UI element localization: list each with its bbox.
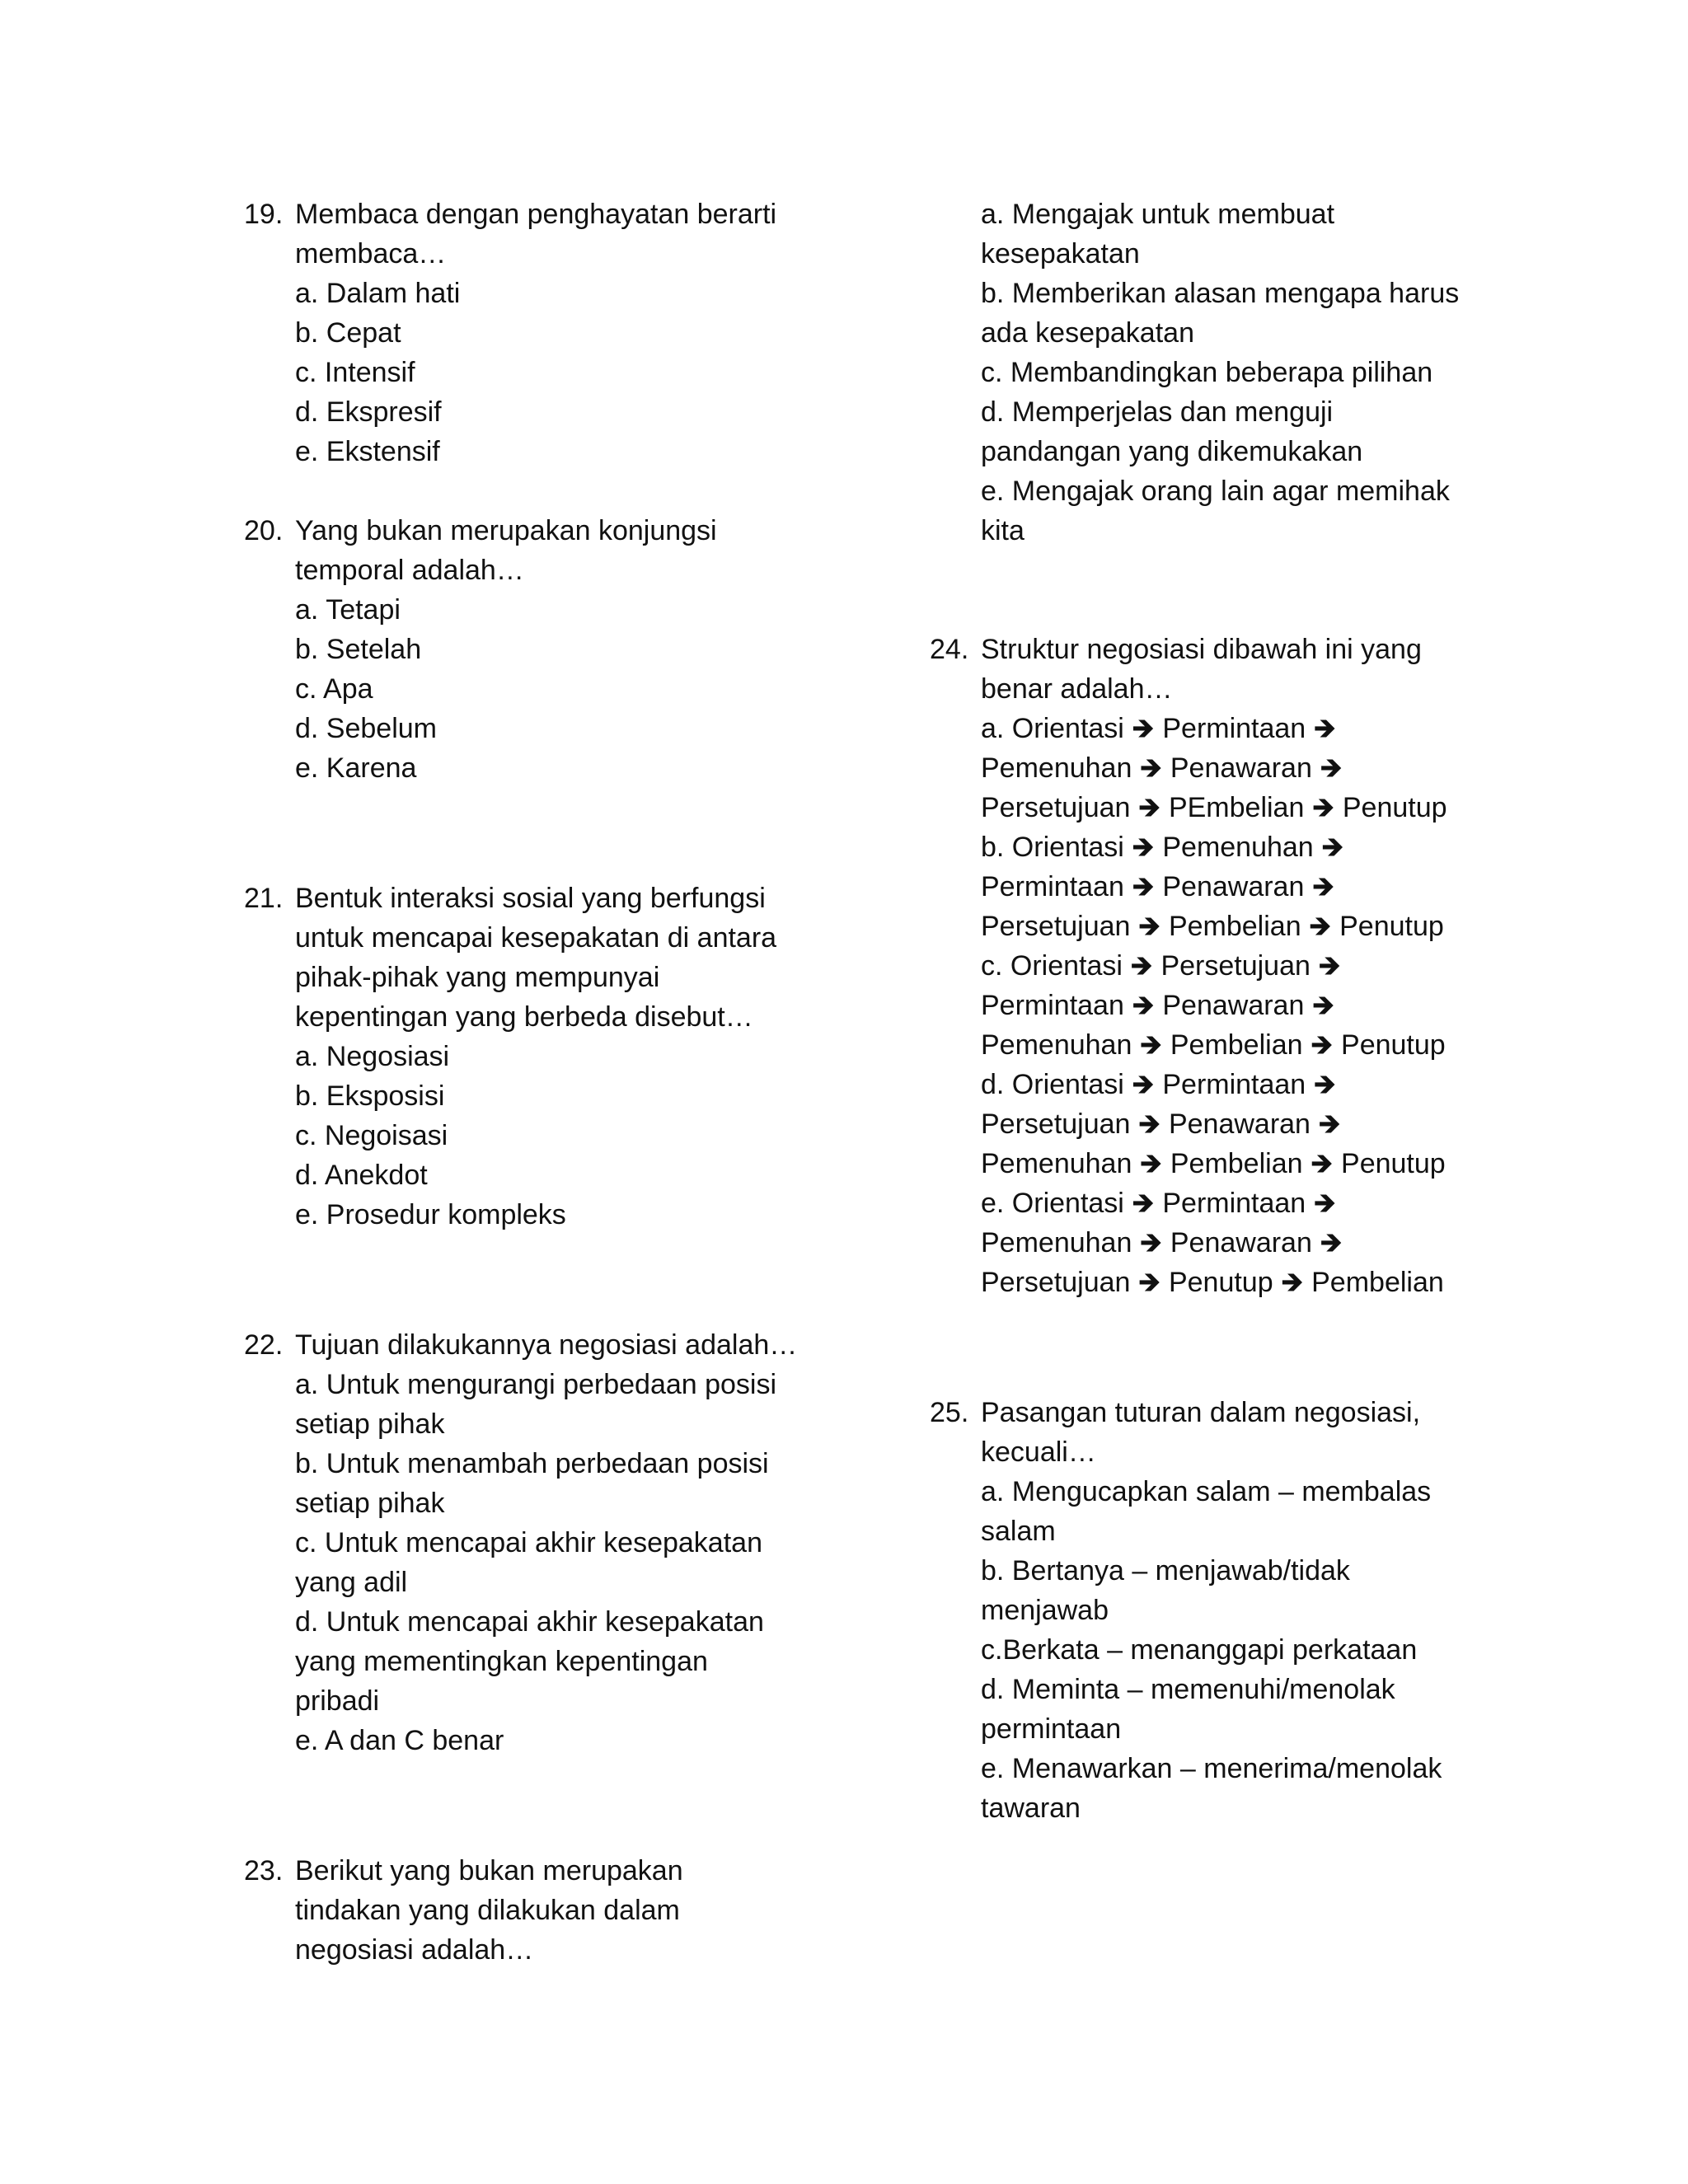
question-text-line: Pasangan tuturan dalam negosiasi, bbox=[981, 1397, 1421, 1428]
answer-option-d-cont: yang mementingkan kepentingan bbox=[295, 1646, 708, 1677]
answer-option-c-cont: Pemenuhan 🡺 Pembelian 🡺 Penutup bbox=[981, 1029, 1446, 1061]
answer-option-c: c. Intensif bbox=[295, 357, 415, 388]
answer-option-a: a. Mengucapkan salam – membalas bbox=[981, 1476, 1432, 1507]
answer-option-a: a. Orientasi 🡺 Permintaan 🡺 bbox=[981, 713, 1337, 744]
answer-option-d-cont: pribadi bbox=[295, 1685, 380, 1717]
answer-option-e: e. Prosedur kompleks bbox=[295, 1199, 566, 1230]
answer-option-d: d. Ekspresif bbox=[295, 396, 442, 428]
answer-option-e: e. Karena bbox=[295, 752, 417, 784]
question-20 bbox=[244, 511, 821, 788]
question-number: 25. bbox=[930, 1397, 969, 1428]
answer-option-e: e. Menawarkan – menerima/menolak bbox=[981, 1753, 1442, 1784]
answer-option-e: e. A dan C benar bbox=[295, 1725, 504, 1756]
answer-option-b-cont: Persetujuan 🡺 Pembelian 🡺 Penutup bbox=[981, 911, 1444, 942]
question-text-line: kecuali… bbox=[981, 1436, 1096, 1468]
question-23-options bbox=[930, 194, 1507, 551]
answer-option-a-cont: Persetujuan 🡺 PEmbelian 🡺 Penutup bbox=[981, 792, 1447, 823]
question-text-line: tindakan yang dilakukan dalam bbox=[295, 1895, 680, 1926]
answer-option-b: b. Eksposisi bbox=[295, 1080, 445, 1112]
answer-option-d: d. Memperjelas dan menguji bbox=[981, 396, 1334, 428]
question-21 bbox=[244, 879, 821, 1235]
answer-option-a: a. Mengajak untuk membuat bbox=[981, 199, 1335, 230]
answer-option-c: c. Untuk mencapai akhir kesepakatan bbox=[295, 1527, 762, 1558]
answer-option-a-cont: setiap pihak bbox=[295, 1408, 445, 1440]
right-column bbox=[930, 194, 1507, 1828]
answer-option-a: a. Negosiasi bbox=[295, 1041, 450, 1072]
question-number: 23. bbox=[244, 1855, 284, 1886]
question-number: 22. bbox=[244, 1329, 284, 1361]
answer-option-a-cont: kesepakatan bbox=[981, 238, 1140, 269]
question-number: 24. bbox=[930, 634, 969, 665]
answer-option-e-cont: Persetujuan 🡺 Penutup 🡺 Pembelian bbox=[981, 1267, 1444, 1298]
answer-option-a-cont: Pemenuhan 🡺 Penawaran 🡺 bbox=[981, 752, 1343, 784]
answer-option-a: a. Untuk mengurangi perbedaan posisi bbox=[295, 1369, 777, 1400]
answer-option-e-cont: Pemenuhan 🡺 Penawaran 🡺 bbox=[981, 1227, 1343, 1258]
answer-option-e-cont: kita bbox=[981, 515, 1025, 546]
answer-option-d-cont: pandangan yang dikemukakan bbox=[981, 436, 1363, 467]
question-text-line: Tujuan dilakukannya negosiasi adalah… bbox=[295, 1329, 798, 1361]
answer-option-e: e. Orientasi 🡺 Permintaan 🡺 bbox=[981, 1188, 1337, 1219]
left-column bbox=[244, 194, 821, 1970]
answer-option-c: c. Apa bbox=[295, 673, 373, 705]
answer-option-d-cont: Persetujuan 🡺 Penawaran 🡺 bbox=[981, 1108, 1342, 1140]
question-text-line: benar adalah… bbox=[981, 673, 1173, 705]
question-text-line: Struktur negosiasi dibawah ini yang bbox=[981, 634, 1422, 665]
answer-option-b: b. Setelah bbox=[295, 634, 422, 665]
question-text-line: Bentuk interaksi sosial yang berfungsi bbox=[295, 883, 766, 914]
question-25 bbox=[930, 1393, 1507, 1828]
question-19 bbox=[244, 194, 821, 471]
answer-option-e: e. Ekstensif bbox=[295, 436, 440, 467]
answer-option-a: a. Dalam hati bbox=[295, 278, 461, 309]
answer-option-c-cont: yang adil bbox=[295, 1567, 408, 1598]
answer-option-b-cont: Permintaan 🡺 Penawaran 🡺 bbox=[981, 871, 1335, 902]
question-text-line: Yang bukan merupakan konjungsi bbox=[295, 515, 717, 546]
question-text-line: Berikut yang bukan merupakan bbox=[295, 1855, 683, 1886]
answer-option-b-cont: setiap pihak bbox=[295, 1488, 445, 1519]
question-number: 20. bbox=[244, 515, 284, 546]
question-22 bbox=[244, 1325, 821, 1760]
question-23 bbox=[244, 1851, 821, 1970]
answer-option-d-cont: permintaan bbox=[981, 1713, 1122, 1745]
answer-option-d-cont: Pemenuhan 🡺 Pembelian 🡺 Penutup bbox=[981, 1148, 1446, 1179]
question-text-line: pihak-pihak yang mempunyai bbox=[295, 962, 660, 993]
answer-option-e: e. Mengajak orang lain agar memihak bbox=[981, 476, 1450, 507]
answer-option-b: b. Memberikan alasan mengapa harus bbox=[981, 278, 1460, 309]
answer-option-b: b. Cepat bbox=[295, 317, 401, 349]
answer-option-c: c. Orientasi 🡺 Persetujuan 🡺 bbox=[981, 950, 1341, 982]
question-number: 21. bbox=[244, 883, 284, 914]
answer-option-a: a. Tetapi bbox=[295, 594, 401, 626]
answer-option-d: d. Orientasi 🡺 Permintaan 🡺 bbox=[981, 1069, 1337, 1100]
question-text-line: temporal adalah… bbox=[295, 555, 524, 586]
answer-option-b: b. Bertanya – menjawab/tidak bbox=[981, 1555, 1350, 1586]
question-text-line: membaca… bbox=[295, 238, 447, 269]
answer-option-b: b. Untuk menambah perbedaan posisi bbox=[295, 1448, 769, 1479]
answer-option-d: d. Anekdot bbox=[295, 1160, 428, 1191]
answer-option-c: c.Berkata – menanggapi perkataan bbox=[981, 1634, 1418, 1666]
question-text-line: negosiasi adalah… bbox=[295, 1934, 534, 1966]
question-text-line: Membaca dengan penghayatan berarti bbox=[295, 199, 777, 230]
answer-option-b-cont: ada kesepakatan bbox=[981, 317, 1194, 349]
question-text-line: kepentingan yang berbeda disebut… bbox=[295, 1001, 753, 1033]
answer-option-d: d. Sebelum bbox=[295, 713, 437, 744]
answer-option-d: d. Untuk mencapai akhir kesepakatan bbox=[295, 1606, 764, 1638]
question-24 bbox=[930, 630, 1507, 1302]
answer-option-c-cont: Permintaan 🡺 Penawaran 🡺 bbox=[981, 990, 1335, 1021]
answer-option-c: c. Membandingkan beberapa pilihan bbox=[981, 357, 1433, 388]
question-text-line: untuk mencapai kesepakatan di antara bbox=[295, 922, 777, 954]
answer-option-d: d. Meminta – memenuhi/menolak bbox=[981, 1674, 1395, 1705]
answer-option-a-cont: salam bbox=[981, 1516, 1056, 1547]
answer-option-b-cont: menjawab bbox=[981, 1595, 1109, 1626]
question-number: 19. bbox=[244, 199, 284, 230]
answer-option-b: b. Orientasi 🡺 Pemenuhan 🡺 bbox=[981, 832, 1344, 863]
answer-option-e-cont: tawaran bbox=[981, 1793, 1081, 1824]
answer-option-c: c. Negoisasi bbox=[295, 1120, 448, 1151]
